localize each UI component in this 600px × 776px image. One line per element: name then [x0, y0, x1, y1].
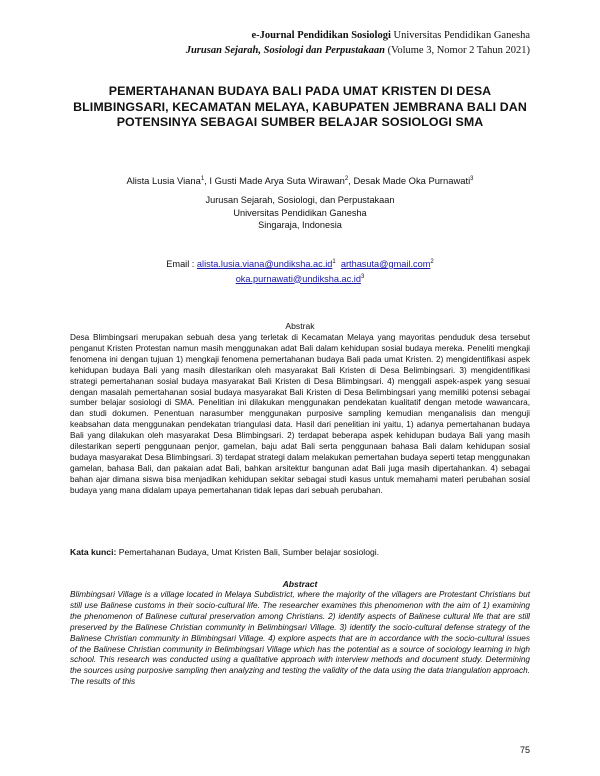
author-2: I Gusti Made Arya Suta Wirawan	[209, 175, 345, 186]
paper-title: PEMERTAHANAN BUDAYA BALI PADA UMAT KRISTEN DI DESA BLIMBINGSARI, KECAMATAN MELAYA, KABUPATEN JEMBRANA BALI DAN POTENSINYA SEBAGAI SUMBER BELAJAR SOSIOLOGI SMA	[73, 84, 527, 129]
email-3-sup: 3	[360, 273, 365, 280]
abstract-heading: Abstract	[282, 579, 318, 589]
email-label: Email :	[166, 259, 197, 269]
email-block	[70, 256, 530, 285]
journal-department: Jurusan Sejarah, Sosiologi dan Perpustakaan	[185, 45, 385, 56]
email-2-sup: 2	[430, 259, 434, 265]
keywords-label: Kata kunci:	[70, 547, 117, 557]
abstrak-body: Desa Blimbingsari merupakan sebuah desa yang terletak di Kecamatan Melaya yang mayoritas penduduk desa tersebut penganut Kristen Protestan namun masih menggunakan adat Bali dalam kehidupan sosial budaya mereka. Peneliti mengkaji fenomena ini dengan tujuan 1) mengkaji fenomena pemertahanan budaya Bali pada umat Kristen. 2) mengidentifikasi aspek kehidupan budaya Bali yang masih dilestarikan oleh masyarakat Bali Kristen di Desa Belimbingsari. 3) mengidentifikasi strategi pemertahanan sosial budaya masyarakat Bali Kristen di Desa Blimbingsari. 4) menggali aspek-aspek yang sesuai dengan masalah pemertahanan sosial budaya masyarakat Bali Kristen di Desa Belimbingsari yang memiliki potensi sebagai sumber belajar sosiologi di SMA. Penelitian ini dilakukan menggunakan pendekatan kualitatif dengan metode wawancara, dan studi dokumen. Penentuan narasumber menggunakan purposive sampling kemudian menganalisis dan menguji keabsahan data menggunakan pendekatan triangulasi data. Hasil dari penelitian ini yaitu, 1) adanya pemertahanan budaya Bali yang dilakukan oleh masyarakat Desa Blimbingsari. 2) terdapat beberapa aspek kehidupan budaya Bali yang masih dilestarikan seperti penggunaan penjor, gamelan, baju adat Bali serta penggunaan bahasa Bali dalam kehidupan sosial budaya masyarakat Desa Blimbingsari. 3) terdapat strategi dalam melakukan pemertahan budaya seperti tetap menggunakan gamelan, bahasa Bali, dan pakaian adat Bali, bahkan arsitektur bangunan adat Bali juga masih dipertahankan. 4) sebagai bahan ajar dimana siswa bisa menjadikan kehidupan sekitar sebagai studi kasus untuk memahami materi perubahan sosial budaya yang mana didalam upaya pemertahanan tidak lepas dari sebuah perubahan.	[70, 333, 530, 495]
author-3: Desak Made Oka Purnawati	[353, 175, 471, 186]
email-link-2[interactable]: arthasuta@gmail.com	[340, 259, 431, 269]
author-separator: ,	[348, 175, 354, 186]
journal-header-line2	[186, 43, 530, 58]
author-separator: ,	[204, 175, 210, 186]
author-2-sup: 2	[344, 176, 349, 182]
author-3-sup: 3	[470, 176, 474, 182]
keywords-text: Pemertahanan Budaya, Umat Kristen Bali, Sumber belajar sosiologi.	[116, 547, 380, 557]
author-list	[70, 175, 530, 186]
affiliation-city: Singaraja, Indonesia	[258, 220, 342, 230]
journal-header-line1	[186, 28, 530, 43]
affiliation	[70, 194, 530, 232]
journal-university: Universitas Pendidikan Ganesha	[390, 30, 530, 41]
email-link-3[interactable]: oka.purnawati@undiksha.ac.id	[235, 273, 361, 284]
email-link-1[interactable]: alista.lusia.viana@undiksha.ac.id	[196, 259, 333, 269]
abstrak-heading: Abstrak	[285, 321, 315, 331]
journal-header	[186, 28, 530, 58]
email-1-sup: 1	[332, 259, 336, 265]
page-number: 75	[519, 745, 530, 755]
author-1: Alista Lusia Viana	[126, 175, 201, 186]
abstract-body: Blimbingsari Village is a village located in Melaya Subdistrict, where the majority of the villagers are Protestant Christians but still use Balinese customs in their socio-cultural life. The researcher examines this phenomenon with the aim of 1) examining the phenomenon of Balinese cultural preservation among Christians. 2) identify aspects of Balinese cultural life that are still preserved by the Balinese Christian community in Belimbingsari Village. 3) identify the socio-cultural defense strategy of the Balinese Christian community in Blimbingsari Village. 4) explore aspects that are in accordance with the socio-cultural issues of the Balinese Christian community in Belimbingsari Village which has the potential as a source of sociology learning in high school. This research was conducted using a qualitative approach with interview methods and document study. Determining the sources using purposive sampling then analyzing and testing the validity of the data using the data triangulation approach. The results of this	[70, 590, 530, 687]
author-1-sup: 1	[200, 176, 205, 182]
journal-volume: (Volume 3, Nomor 2 Tahun 2021)	[385, 45, 530, 56]
affiliation-univ: Universitas Pendidikan Ganesha	[233, 207, 367, 218]
keywords	[70, 547, 530, 557]
journal-name: e-Journal Pendidikan Sosiologi	[251, 30, 391, 41]
affiliation-dept: Jurusan Sejarah, Sosiologi, dan Perpustakaan	[205, 195, 395, 205]
